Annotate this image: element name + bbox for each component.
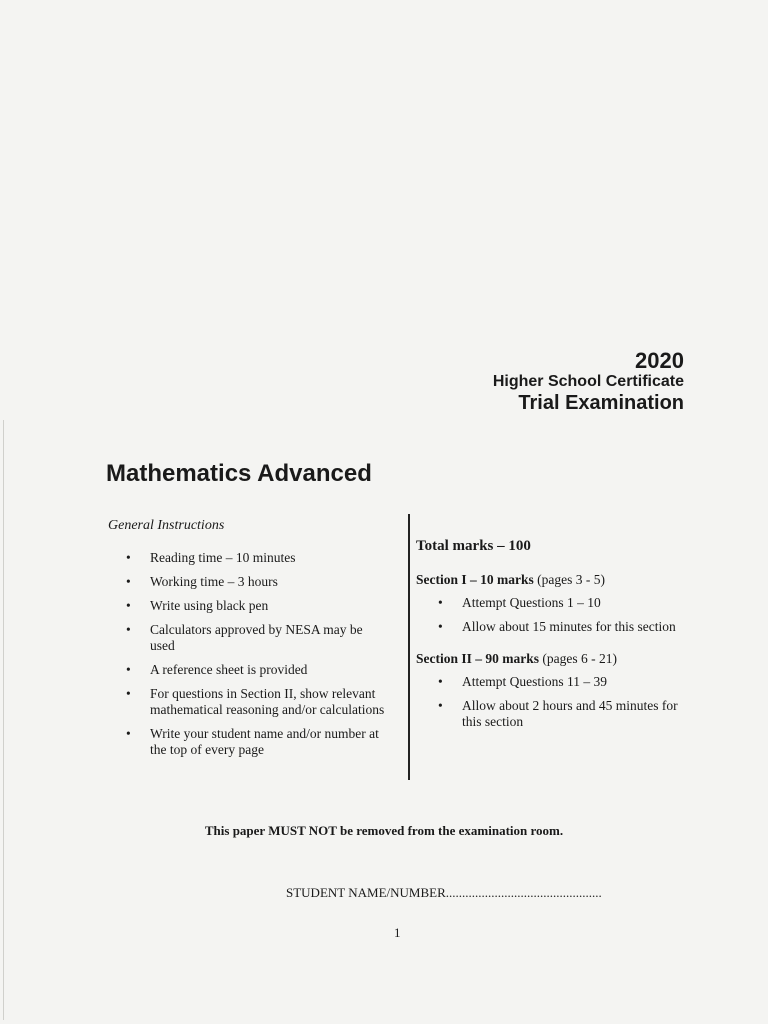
list-item: • Calculators approved by NESA may be used	[126, 622, 363, 653]
column-divider	[408, 514, 410, 780]
section-1-list	[438, 595, 688, 643]
bullet-icon: •	[438, 619, 443, 634]
student-name-field: STUDENT NAME/NUMBER................................................	[286, 885, 602, 900]
removal-warning: This paper MUST NOT be removed from the examination room.	[204, 823, 564, 838]
bullet-icon: •	[126, 598, 131, 613]
exam-title: Trial Examination	[518, 392, 684, 414]
bullet-icon: •	[126, 662, 131, 677]
list-item: • Attempt Questions 1 – 10	[438, 595, 601, 610]
list-item: • Attempt Questions 11 – 39	[438, 674, 607, 689]
page-number: 1	[394, 925, 401, 940]
list-item: • Allow about 15 minutes for this section	[438, 619, 676, 634]
total-marks: Total marks – 100	[416, 538, 531, 554]
bullet-icon: •	[126, 726, 131, 741]
list-item: • Allow about 2 hours and 45 minutes for this section	[438, 698, 678, 729]
section-2-heading: Section II – 90 marks (pages 6 - 21)	[416, 651, 617, 666]
list-item: • Reading time – 10 minutes	[126, 550, 296, 565]
section-1-heading: Section I – 10 marks (pages 3 - 5)	[416, 572, 605, 587]
list-item: • A reference sheet is provided	[126, 662, 308, 677]
bullet-icon: •	[126, 686, 131, 701]
bullet-icon: •	[438, 698, 443, 713]
list-item: • Write using black pen	[126, 598, 269, 613]
section-2-list	[438, 674, 688, 738]
bullet-icon: •	[438, 674, 443, 689]
exam-year: 2020	[635, 348, 684, 373]
list-item: • Write your student name and/or number at the top of every page	[126, 726, 379, 757]
general-instructions-list	[126, 550, 388, 766]
general-instructions-heading: General Instructions	[108, 518, 225, 533]
bullet-icon: •	[438, 595, 443, 610]
scan-edge	[3, 420, 4, 1020]
bullet-icon: •	[126, 550, 131, 565]
list-item: • Working time – 3 hours	[126, 574, 278, 589]
list-item: • For questions in Section II, show relevant mathematical reasoning and/or calculations	[126, 686, 385, 717]
bullet-icon: •	[126, 574, 131, 589]
subject-title: Mathematics Advanced	[106, 460, 372, 487]
certificate-title: Higher School Certificate	[492, 373, 684, 390]
bullet-icon: •	[126, 622, 131, 637]
